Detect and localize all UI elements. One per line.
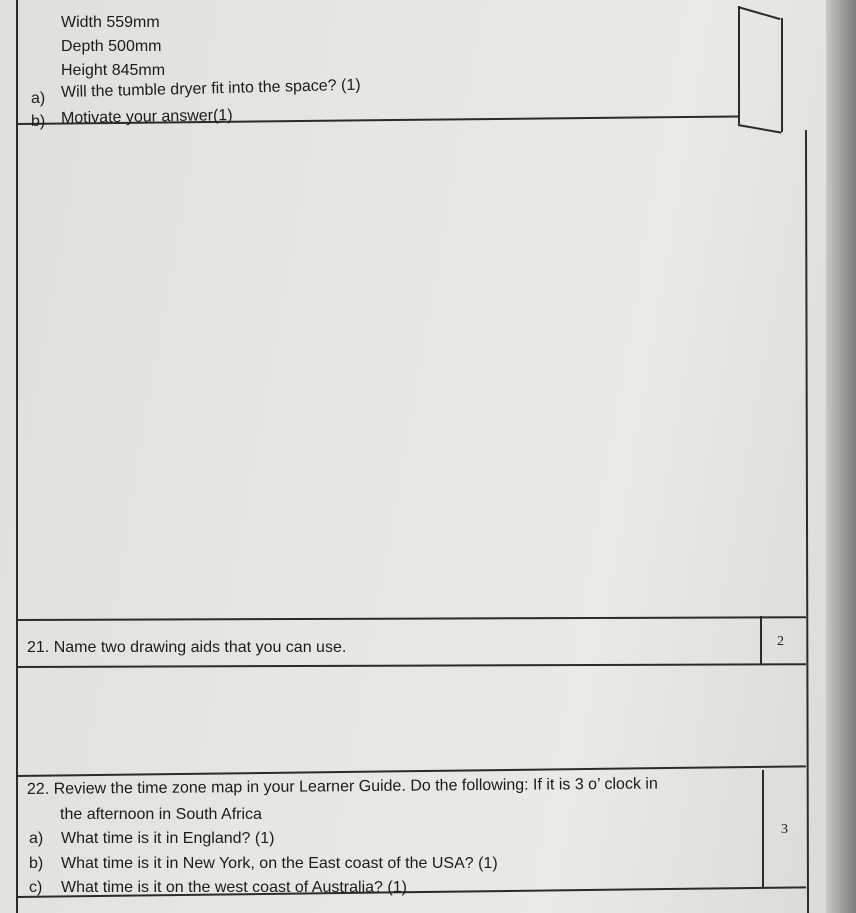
- mark-column-divider-top: [738, 6, 740, 124]
- q20-part-b-label: b): [31, 113, 46, 130]
- q20-part-a-text: Will the tumble dryer fit into the space? (1): [60, 76, 361, 101]
- dimension-height: Height 845mm: [61, 62, 166, 79]
- mark-column-divider-q21: [760, 616, 762, 664]
- q22-part-b-text: What time is it in New York, on the East coast of the USA? (1): [61, 855, 498, 872]
- q22-marks: 3: [781, 822, 788, 837]
- q21-bottom-rule: [16, 663, 806, 667]
- q22-part-c-label: c): [29, 879, 43, 896]
- mark-column-divider-q22: [762, 770, 764, 888]
- right-border: [805, 130, 809, 913]
- q22-part-b-label: b): [29, 855, 44, 872]
- q22-part-a-label: a): [29, 830, 44, 847]
- q22-part-a-text: What time is it in England? (1): [61, 830, 275, 847]
- q21-question: 21. Name two drawing aids that you can use.: [27, 639, 347, 656]
- q21-top-rule: [16, 616, 806, 620]
- q20-answer-space[interactable]: [18, 132, 804, 616]
- top-rule: [738, 6, 781, 20]
- q21-answer-space[interactable]: [18, 670, 804, 770]
- dimension-depth: Depth 500mm: [61, 38, 162, 55]
- q22-question-line2: the afternoon in South Africa: [60, 806, 262, 823]
- q20-part-b-text: Motivate your answer(1): [60, 107, 233, 127]
- q22-part-c-text: What time is it on the west coast of Australia? (1): [61, 879, 407, 896]
- mark-column-right-top: [781, 18, 783, 132]
- dimension-width: Width 559mm: [61, 14, 160, 31]
- q21-marks: 2: [777, 634, 784, 649]
- q22-question-line1: 22. Review the time zone map in your Learner Guide. Do the following: If it is 3 o’ clock in: [26, 775, 658, 798]
- q20-part-a-label: a): [31, 90, 46, 107]
